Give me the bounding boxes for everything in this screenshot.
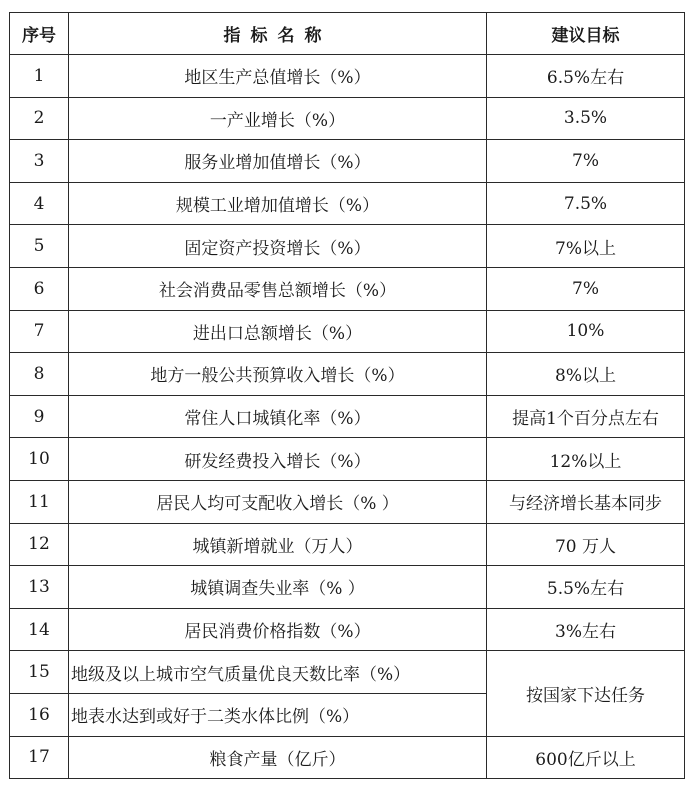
table-row xyxy=(10,182,685,225)
target-value: 6.5%左右 xyxy=(487,55,685,98)
indicator-name: 规模工业增加值增长（%） xyxy=(69,182,487,225)
indicator-name: 居民消费价格指数（%） xyxy=(69,608,487,651)
row-number: 17 xyxy=(10,736,69,779)
target-value: 7% xyxy=(487,140,685,183)
target-value: 按国家下达任务 xyxy=(487,651,685,736)
target-value: 12%以上 xyxy=(487,438,685,481)
indicator-name: 地区生产总值增长（%） xyxy=(69,55,487,98)
table-row xyxy=(10,480,685,523)
indicator-name: 常住人口城镇化率（%） xyxy=(69,395,487,438)
row-number: 10 xyxy=(10,438,69,481)
target-value: 8%以上 xyxy=(487,353,685,396)
target-value: 与经济增长基本同步 xyxy=(487,480,685,523)
row-number: 12 xyxy=(10,523,69,566)
table-row xyxy=(10,310,685,353)
table-row xyxy=(10,523,685,566)
indicator-name: 粮食产量（亿斤） xyxy=(69,736,487,779)
row-number: 9 xyxy=(10,395,69,438)
header-no: 序号 xyxy=(10,13,69,55)
target-value: 7%以上 xyxy=(487,225,685,268)
header-goal: 建议目标 xyxy=(487,13,685,55)
row-number: 15 xyxy=(10,651,69,694)
indicator-name: 一产业增长（%） xyxy=(69,97,487,140)
table-row xyxy=(10,651,685,694)
target-value: 10% xyxy=(487,310,685,353)
header-name: 指标名称 xyxy=(69,13,487,55)
table-row xyxy=(10,566,685,609)
target-value: 3.5% xyxy=(487,97,685,140)
row-number: 5 xyxy=(10,225,69,268)
indicator-name: 城镇新增就业（万人） xyxy=(69,523,487,566)
table-row xyxy=(10,438,685,481)
table-header-row xyxy=(10,13,685,55)
target-value: 3%左右 xyxy=(487,608,685,651)
table-row xyxy=(10,736,685,779)
indicator-name: 地方一般公共预算收入增长（%） xyxy=(69,353,487,396)
row-number: 13 xyxy=(10,566,69,609)
table-row xyxy=(10,140,685,183)
indicator-name: 居民人均可支配收入增长（% ） xyxy=(69,480,487,523)
row-number: 1 xyxy=(10,55,69,98)
target-value: 7% xyxy=(487,267,685,310)
row-number: 16 xyxy=(10,693,69,736)
table-row xyxy=(10,608,685,651)
row-number: 14 xyxy=(10,608,69,651)
row-number: 8 xyxy=(10,353,69,396)
target-value: 600亿斤以上 xyxy=(487,736,685,779)
table-row xyxy=(10,395,685,438)
indicator-name: 城镇调查失业率（% ） xyxy=(69,566,487,609)
table-row xyxy=(10,55,685,98)
target-value: 5.5%左右 xyxy=(487,566,685,609)
targets-table xyxy=(9,12,685,779)
row-number: 3 xyxy=(10,140,69,183)
indicator-name: 地级及以上城市空气质量优良天数比率（%） xyxy=(69,651,487,694)
table-row xyxy=(10,225,685,268)
target-value: 70 万人 xyxy=(487,523,685,566)
indicator-name: 服务业增加值增长（%） xyxy=(69,140,487,183)
row-number: 11 xyxy=(10,480,69,523)
table-row xyxy=(10,267,685,310)
indicator-name: 进出口总额增长（%） xyxy=(69,310,487,353)
indicator-name: 固定资产投资增长（%） xyxy=(69,225,487,268)
indicator-name: 研发经费投入增长（%） xyxy=(69,438,487,481)
table-row xyxy=(10,353,685,396)
row-number: 4 xyxy=(10,182,69,225)
row-number: 2 xyxy=(10,97,69,140)
indicator-name: 社会消费品零售总额增长（%） xyxy=(69,267,487,310)
table-row xyxy=(10,97,685,140)
target-value: 7.5% xyxy=(487,182,685,225)
indicator-name: 地表水达到或好于二类水体比例（%） xyxy=(69,693,487,736)
target-value: 提高1个百分点左右 xyxy=(487,395,685,438)
row-number: 7 xyxy=(10,310,69,353)
row-number: 6 xyxy=(10,267,69,310)
